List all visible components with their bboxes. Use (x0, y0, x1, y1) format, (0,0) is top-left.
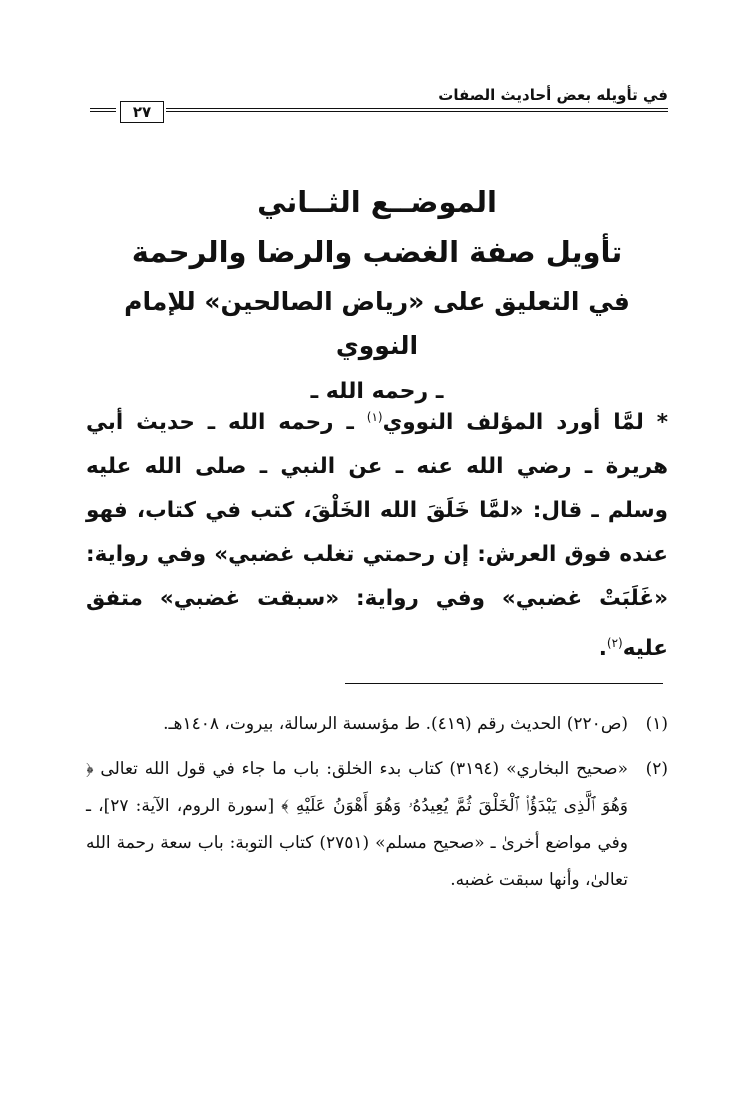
running-header: في تأويله بعض أحاديث الصفات (438, 86, 668, 104)
footnote-number: (٢) (645, 759, 668, 779)
footnote-1 (86, 706, 668, 743)
section-source-line: في التعليق على «رياض الصالحين» للإمام النووي (124, 287, 630, 360)
footnote-text: (ص٢٢٠) الحديث رقم (٤١٩). ط مؤسسة الرسالة، بيروت، ١٤٠٨هـ. (163, 714, 628, 734)
footnote-ref-1[interactable]: (١) (366, 410, 383, 424)
paragraph-part-3: . (598, 636, 607, 662)
quran-verse: ﴿ وَهُوَ ٱلَّذِى يَبْدَؤُا۟ ٱلْخَلْقَ ثُمَّ يُعِيدُهُۥ وَهُوَ أَهْوَنُ عَلَيْهِ ﴾ (86, 759, 629, 816)
footnote-separator (345, 683, 663, 684)
section-heading: الموضــع الثــاني (257, 185, 497, 219)
header-rule (166, 108, 668, 112)
header-rule-left (90, 108, 116, 112)
footnote-text-continued: [سورة الروم، الآية: ٢٧]، ـ وفي مواضع أخرىٰ ـ «صحيح مسلم» (٢٧٥١) كتاب التوبة: باب سعة رحمة الله تعالىٰ، وأنها سبقت غضبه. (86, 796, 628, 890)
footnote-number: (١) (645, 714, 668, 734)
footnote-2 (86, 751, 668, 899)
footnote-ref-2[interactable]: (٢) (606, 636, 623, 651)
page-number: ٢٧ (120, 101, 164, 123)
footnotes (86, 706, 668, 907)
footnote-text: «صحيح البخاري» (٣١٩٤) كتاب بدء الخلق: باب ما جاء في قول الله تعالى (93, 759, 628, 779)
paragraph-part-1: * لمَّا أورد المؤلف النووي (382, 410, 668, 436)
section-invocation: ـ رحمه الله ـ (310, 379, 444, 404)
section-subheading: تأويل صفة الغضب والرضا والرحمة (131, 235, 623, 269)
main-paragraph (86, 395, 668, 671)
paragraph-part-2: ـ رحمه الله ـ حديث أبي هريرة ـ رضي الله عنه ـ عن النبي ـ صلى الله عليه وسلم ـ قال: «لمَّا خَلَقَ الله الخَلْقَ، كتب في كتاب، فهو عنده فوق العرش: إن رحمتي تغلب غضبي» وفي رواية: «غَلَبَتْ غضبي» وفي رواية: «سبقت غضبي» متفق عليه (86, 410, 668, 662)
section-titles (86, 180, 668, 412)
